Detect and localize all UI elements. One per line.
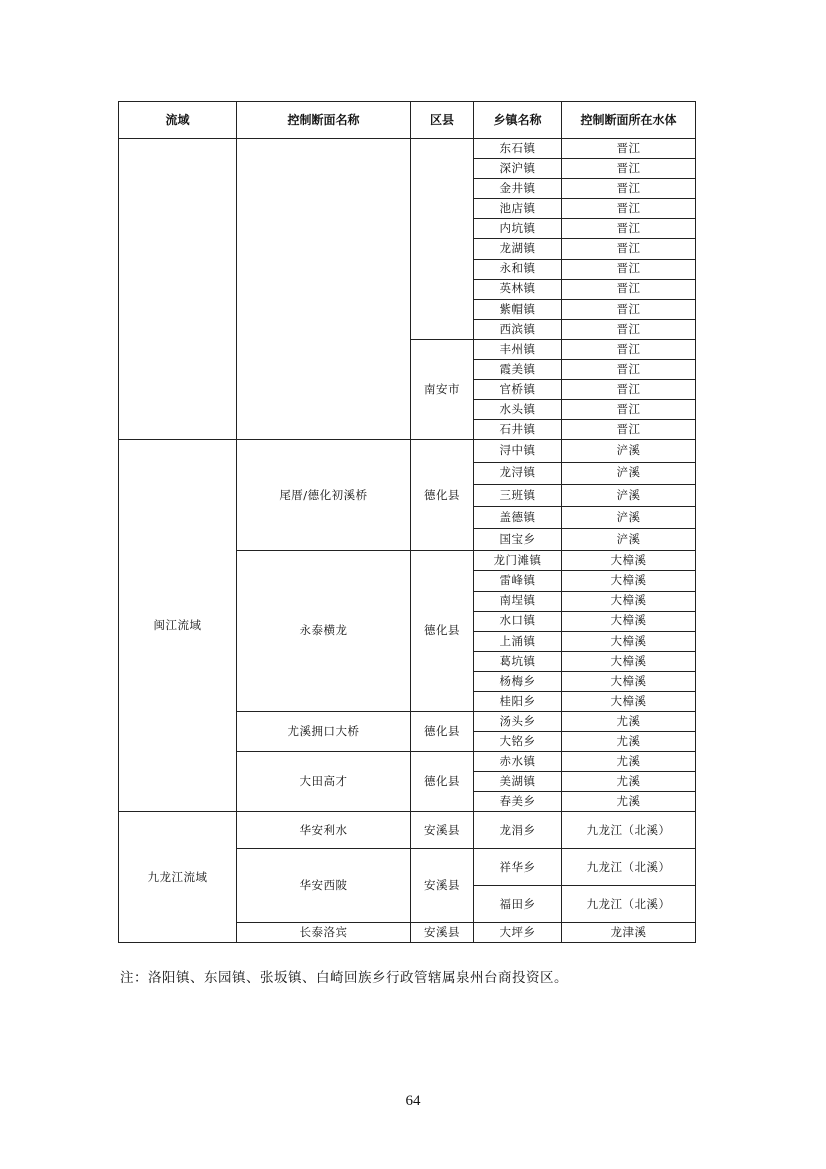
water-body-cell: 晋江 — [562, 420, 696, 440]
town-cell: 水口镇 — [474, 611, 562, 631]
water-body-cell: 九龙江（北溪） — [562, 849, 696, 886]
town-cell: 官桥镇 — [474, 380, 562, 400]
county-cell: 南安市 — [411, 339, 474, 439]
county-cell: 德化县 — [411, 551, 474, 712]
header-water-body: 控制断面所在水体 — [562, 102, 696, 139]
water-body-cell: 九龙江（北溪） — [562, 812, 696, 849]
water-body-cell: 尤溪 — [562, 712, 696, 732]
table-body — [119, 139, 696, 943]
water-body-cell: 浐溪 — [562, 529, 696, 551]
basin-cell — [119, 139, 237, 440]
water-body-cell: 大樟溪 — [562, 651, 696, 671]
town-cell: 桂阳乡 — [474, 692, 562, 712]
town-cell: 美湖镇 — [474, 772, 562, 792]
water-body-cell: 浐溪 — [562, 506, 696, 528]
table-row — [119, 440, 696, 462]
county-cell: 德化县 — [411, 440, 474, 551]
town-cell: 葛坑镇 — [474, 651, 562, 671]
water-body-cell: 大樟溪 — [562, 692, 696, 712]
town-cell: 大铭乡 — [474, 732, 562, 752]
town-cell: 盖德镇 — [474, 506, 562, 528]
water-body-cell: 晋江 — [562, 139, 696, 159]
town-cell: 石井镇 — [474, 420, 562, 440]
town-cell: 金井镇 — [474, 179, 562, 199]
town-cell: 西滨镇 — [474, 319, 562, 339]
water-body-cell: 晋江 — [562, 219, 696, 239]
water-body-cell: 晋江 — [562, 380, 696, 400]
town-cell: 国宝乡 — [474, 529, 562, 551]
header-county: 区县 — [411, 102, 474, 139]
water-body-cell: 晋江 — [562, 179, 696, 199]
section-name-cell: 尤溪拥口大桥 — [237, 712, 411, 752]
town-cell: 池店镇 — [474, 199, 562, 219]
section-name-cell: 华安西陂 — [237, 849, 411, 923]
water-body-cell: 晋江 — [562, 319, 696, 339]
water-body-cell: 大樟溪 — [562, 611, 696, 631]
town-cell: 龙涓乡 — [474, 812, 562, 849]
basin-table — [118, 101, 696, 943]
water-body-cell: 晋江 — [562, 159, 696, 179]
water-body-cell: 尤溪 — [562, 732, 696, 752]
water-body-cell: 浐溪 — [562, 462, 696, 484]
water-body-cell: 浐溪 — [562, 484, 696, 506]
water-body-cell: 晋江 — [562, 199, 696, 219]
county-cell: 安溪县 — [411, 812, 474, 849]
section-name-cell: 长泰洛宾 — [237, 923, 411, 943]
section-name-cell: 永泰横龙 — [237, 551, 411, 712]
town-cell: 深沪镇 — [474, 159, 562, 179]
water-body-cell: 晋江 — [562, 259, 696, 279]
table-row — [119, 139, 696, 159]
town-cell: 浔中镇 — [474, 440, 562, 462]
county-cell — [411, 139, 474, 340]
county-cell: 德化县 — [411, 712, 474, 752]
town-cell: 霞美镇 — [474, 360, 562, 380]
water-body-cell: 尤溪 — [562, 772, 696, 792]
town-cell: 春美乡 — [474, 792, 562, 812]
section-name-cell — [237, 139, 411, 440]
footnote: 注：洛阳镇、东园镇、张坂镇、白崎回族乡行政管辖属泉州台商投资区。 — [120, 970, 568, 986]
town-cell: 紫帽镇 — [474, 299, 562, 319]
town-cell: 祥华乡 — [474, 849, 562, 886]
header-section-name: 控制断面名称 — [237, 102, 411, 139]
county-cell: 安溪县 — [411, 923, 474, 943]
town-cell: 上涌镇 — [474, 631, 562, 651]
water-body-cell: 大樟溪 — [562, 571, 696, 591]
town-cell: 大坪乡 — [474, 923, 562, 943]
town-cell: 南埕镇 — [474, 591, 562, 611]
town-cell: 丰州镇 — [474, 339, 562, 359]
page-number: 64 — [405, 1093, 421, 1109]
water-body-cell: 大樟溪 — [562, 631, 696, 651]
water-body-cell: 大樟溪 — [562, 591, 696, 611]
water-body-cell: 尤溪 — [562, 752, 696, 772]
town-cell: 东石镇 — [474, 139, 562, 159]
water-body-cell: 晋江 — [562, 279, 696, 299]
town-cell: 英林镇 — [474, 279, 562, 299]
town-cell: 龙门滩镇 — [474, 551, 562, 571]
basin-cell: 闽江流域 — [119, 440, 237, 812]
section-name-cell: 华安利水 — [237, 812, 411, 849]
town-cell: 龙湖镇 — [474, 239, 562, 259]
town-cell: 永和镇 — [474, 259, 562, 279]
town-cell: 汤头乡 — [474, 712, 562, 732]
table-row — [119, 812, 696, 849]
water-body-cell: 大樟溪 — [562, 551, 696, 571]
town-cell: 三班镇 — [474, 484, 562, 506]
town-cell: 杨梅乡 — [474, 671, 562, 691]
table-header-row — [119, 102, 696, 139]
town-cell: 水头镇 — [474, 400, 562, 420]
water-body-cell: 晋江 — [562, 360, 696, 380]
basin-cell: 九龙江流域 — [119, 812, 237, 943]
town-cell: 雷峰镇 — [474, 571, 562, 591]
county-cell: 安溪县 — [411, 849, 474, 923]
water-body-cell: 晋江 — [562, 339, 696, 359]
town-cell: 内坑镇 — [474, 219, 562, 239]
town-cell: 福田乡 — [474, 886, 562, 923]
county-cell: 德化县 — [411, 752, 474, 812]
water-body-cell: 尤溪 — [562, 792, 696, 812]
water-body-cell: 龙津溪 — [562, 923, 696, 943]
water-body-cell: 浐溪 — [562, 440, 696, 462]
section-name-cell: 大田高才 — [237, 752, 411, 812]
header-basin: 流域 — [119, 102, 237, 139]
header-town-name: 乡镇名称 — [474, 102, 562, 139]
water-body-cell: 晋江 — [562, 239, 696, 259]
town-cell: 赤水镇 — [474, 752, 562, 772]
water-body-cell: 晋江 — [562, 299, 696, 319]
town-cell: 龙浔镇 — [474, 462, 562, 484]
water-body-cell: 晋江 — [562, 400, 696, 420]
water-body-cell: 大樟溪 — [562, 671, 696, 691]
section-name-cell: 尾厝/德化初溪桥 — [237, 440, 411, 551]
water-body-cell: 九龙江（北溪） — [562, 886, 696, 923]
